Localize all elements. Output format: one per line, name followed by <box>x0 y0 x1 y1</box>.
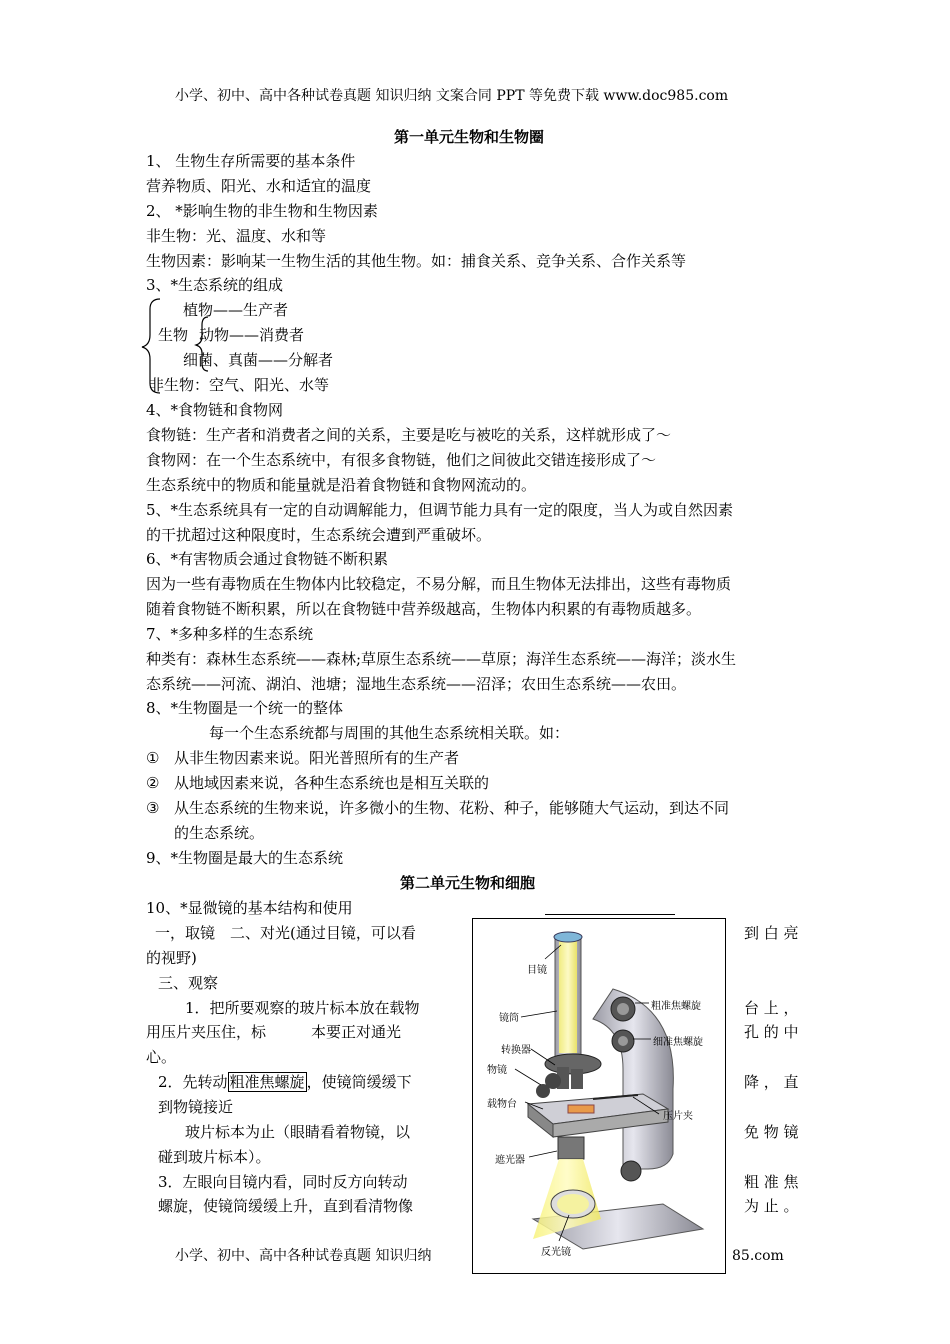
u2-l6: 心。 <box>146 1048 177 1066</box>
label-fine: 细准焦螺旋 <box>653 1037 703 1048</box>
u2-l1b: 到 白 亮 <box>744 924 799 942</box>
u2-l11b: 粗 准 焦 <box>744 1173 799 1191</box>
u2-l12b: 为 止 。 <box>744 1197 799 1215</box>
a6b: 随着食物链不断积累，所以在食物链中营养级越高，生物体内积累的有毒物质越多。 <box>146 600 702 618</box>
u2-l9b: 免 物 镜 <box>744 1123 799 1141</box>
fungi-decomposer: 细菌、真菌——分解者 <box>183 351 334 369</box>
q10: 10、*显微镜的基本结构和使用 <box>146 899 353 917</box>
label-clip: 压片夹 <box>663 1111 693 1122</box>
plant-producer: 植物——生产者 <box>183 301 289 319</box>
label-eyepiece: 目镜 <box>527 965 547 976</box>
a6a: 因为一些有毒物质在生物体内比较稳定，不易分解，而且生物体无法排出，这些有毒物质 <box>146 575 732 593</box>
u2-l12a: 螺旋，使镜筒缓缓上升，直到看清物像 <box>158 1197 414 1215</box>
label-stage: 载物台 <box>487 1099 517 1110</box>
c3a: 从生态系统的生物来说，许多微小的生物、花粉、种子，能够随大气运动，到达不同 <box>174 799 730 817</box>
bio-label: 生物 <box>158 326 189 344</box>
u2-l3: 三、观察 <box>158 974 219 992</box>
a8: 每一个生态系统都与周围的其他生态系统相关联。如： <box>209 724 570 742</box>
label-condenser: 遮光器 <box>495 1155 525 1166</box>
q8: 8、*生物圈是一个统一的整体 <box>146 699 344 717</box>
c2-marker: ② <box>146 774 160 792</box>
a4b: 食物网：在一个生态系统中，有很多食物链，他们之间彼此交错连接形成了～ <box>146 451 657 469</box>
u2-l11a: 3．左眼向目镜内看，同时反方向转动 <box>158 1173 408 1191</box>
q6: 6、*有害物质会通过食物链不断积累 <box>146 550 389 568</box>
footer-left: 小学、初中、高中各种试卷真题 知识归纳 <box>175 1248 432 1264</box>
c3-marker: ③ <box>146 799 160 817</box>
label-tube: 镜筒 <box>499 1013 519 1024</box>
q7: 7、*多种多样的生态系统 <box>146 625 314 643</box>
q3: 3、*生态系统的组成 <box>146 276 284 294</box>
figure-top-rule <box>545 914 675 915</box>
label-converter: 转换器 <box>501 1045 531 1056</box>
microscope-figure <box>472 918 726 1274</box>
a4a: 食物链：生产者和消费者之间的关系，主要是吃与被吃的关系，这样就形成了～ <box>146 426 672 444</box>
u2-l7b: 降 ， 直 <box>744 1073 799 1091</box>
u2-l5b: 孔 的 中 <box>744 1023 799 1041</box>
u2-l4b: 台 上 ， <box>744 999 799 1017</box>
q9: 9、*生物圈是最大的生态系统 <box>146 849 344 867</box>
unit1-title: 第一单元生物和生物圈 <box>394 128 545 146</box>
u2-l10: 碰到玻片标本）。 <box>158 1148 271 1166</box>
label-objective: 物镜 <box>487 1065 507 1076</box>
coarse-knob-term: 粗准焦螺旋 <box>229 1073 305 1091</box>
label-coarse: 粗准焦螺旋 <box>651 1001 701 1012</box>
c1-marker: ① <box>146 749 160 767</box>
q4: 4、*食物链和食物网 <box>146 401 284 419</box>
a2a: 非生物：光、温度、水和等 <box>146 227 327 245</box>
q2: 2、 *影响生物的非生物和生物因素 <box>146 202 378 220</box>
u2-l5a: 用压片夹压住，标 本要正对通光 <box>146 1023 402 1041</box>
c1: 从非生物因素来说。阳光普照所有的生产者 <box>174 749 460 767</box>
u2-l7-post: ，使镜筒缓缓下 <box>306 1073 412 1091</box>
page-header: 小学、初中、高中各种试卷真题 知识归纳 文案合同 PPT 等免费下载 www.doc985.com <box>175 88 729 104</box>
u2-l1a: 一，取镜 二、对光(通过目镜，可以看 <box>155 924 416 942</box>
a7a: 种类有：森林生态系统——森林;草原生态系统——草原；海洋生态系统——海洋；淡水生 <box>146 650 737 668</box>
a1: 营养物质、阳光、水和适宜的温度 <box>146 177 372 195</box>
u2-l7-pre: 2．先转动 <box>158 1073 228 1091</box>
c3b: 的生态系统。 <box>174 824 265 842</box>
a2b: 生物因素：影响某一生物生活的其他生物。如：捕食关系、竞争关系、合作关系等 <box>146 252 687 270</box>
u2-l9a: 玻片标本为止（眼睛看着物镜，以 <box>185 1123 411 1141</box>
unit2-title: 第二单元生物和细胞 <box>400 874 536 892</box>
animal-consumer: 动物——消费者 <box>199 326 305 344</box>
q5b: 的干扰超过这种限度时，生态系统会遭到严重破坏。 <box>146 526 492 544</box>
u2-l8: 到物镜接近 <box>158 1098 234 1116</box>
nonbio: 非生物：空气、阳光、水等 <box>149 376 330 394</box>
u2-l2: 的视野) <box>146 949 197 967</box>
u2-l4a: 1．把所要观察的玻片标本放在载物 <box>185 999 420 1017</box>
a4c: 生态系统中的物质和能量就是沿着食物链和食物网流动的。 <box>146 476 537 494</box>
c2: 从地域因素来说，各种生态系统也是相互关联的 <box>174 774 490 792</box>
u2-l7 <box>158 1073 412 1091</box>
q1: 1、 生物生存所需要的基本条件 <box>146 152 356 170</box>
label-mirror: 反光镜 <box>541 1247 571 1258</box>
a7b: 态系统——河流、湖泊、池塘；湿地生态系统——沼泽；农田生态系统——农田。 <box>146 675 687 693</box>
q5a: 5、*生态系统具有一定的自动调解能力，但调节能力具有一定的限度，当人为或自然因素 <box>146 501 734 519</box>
footer-right: 85.com <box>732 1248 784 1264</box>
